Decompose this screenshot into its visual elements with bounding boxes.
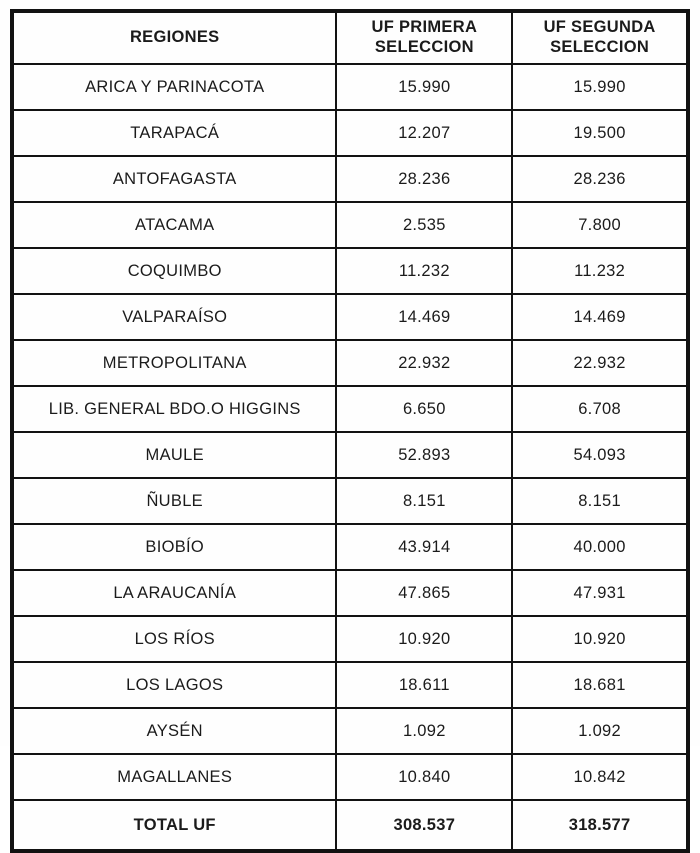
- region-cell: BIOBÍO: [12, 524, 336, 570]
- table-header: [12, 11, 688, 64]
- uf-segunda-cell: 6.708: [512, 386, 688, 432]
- region-cell: MAULE: [12, 432, 336, 478]
- region-cell: MAGALLANES: [12, 754, 336, 800]
- uf-primera-cell: 18.611: [336, 662, 512, 708]
- table-row: [12, 754, 688, 800]
- table-row: [12, 432, 688, 478]
- table-row: [12, 662, 688, 708]
- uf-segunda-cell: 10.842: [512, 754, 688, 800]
- region-cell: COQUIMBO: [12, 248, 336, 294]
- region-cell: ANTOFAGASTA: [12, 156, 336, 202]
- table-row: [12, 340, 688, 386]
- uf-primera-cell: 15.990: [336, 64, 512, 110]
- uf-segunda-cell: 40.000: [512, 524, 688, 570]
- header-uf-primera-seleccion: UF PRIMERA SELECCION: [336, 11, 512, 64]
- region-cell: ARICA Y PARINACOTA: [12, 64, 336, 110]
- header-regiones: REGIONES: [12, 11, 336, 64]
- total-uf-primera-cell: 308.537: [336, 800, 512, 851]
- header-row: [12, 11, 688, 64]
- region-cell: LA ARAUCANÍA: [12, 570, 336, 616]
- uf-primera-cell: 11.232: [336, 248, 512, 294]
- uf-primera-cell: 14.469: [336, 294, 512, 340]
- total-label-cell: TOTAL UF: [12, 800, 336, 851]
- table-row: [12, 524, 688, 570]
- uf-primera-cell: 6.650: [336, 386, 512, 432]
- total-uf-segunda-cell: 318.577: [512, 800, 688, 851]
- region-cell: AYSÉN: [12, 708, 336, 754]
- uf-primera-cell: 1.092: [336, 708, 512, 754]
- table-row: [12, 708, 688, 754]
- header-uf-segunda-seleccion: UF SEGUNDA SELECCION: [512, 11, 688, 64]
- total-row: [12, 800, 688, 851]
- uf-segunda-cell: 15.990: [512, 64, 688, 110]
- region-cell: METROPOLITANA: [12, 340, 336, 386]
- uf-primera-cell: 10.920: [336, 616, 512, 662]
- uf-segunda-cell: 47.931: [512, 570, 688, 616]
- table-row: [12, 294, 688, 340]
- table-row: [12, 248, 688, 294]
- table-footer: [12, 800, 688, 851]
- table-row: [12, 64, 688, 110]
- uf-segunda-cell: 10.920: [512, 616, 688, 662]
- table-row: [12, 570, 688, 616]
- uf-segunda-cell: 7.800: [512, 202, 688, 248]
- uf-segunda-cell: 1.092: [512, 708, 688, 754]
- uf-primera-cell: 8.151: [336, 478, 512, 524]
- table-row: [12, 616, 688, 662]
- table-row: [12, 478, 688, 524]
- uf-segunda-cell: 19.500: [512, 110, 688, 156]
- region-cell: LIB. GENERAL BDO.O HIGGINS: [12, 386, 336, 432]
- table-body: [12, 64, 688, 800]
- uf-segunda-cell: 54.093: [512, 432, 688, 478]
- table-row: [12, 386, 688, 432]
- uf-primera-cell: 10.840: [336, 754, 512, 800]
- uf-primera-cell: 52.893: [336, 432, 512, 478]
- region-cell: VALPARAÍSO: [12, 294, 336, 340]
- uf-segunda-cell: 11.232: [512, 248, 688, 294]
- uf-primera-cell: 22.932: [336, 340, 512, 386]
- uf-primera-cell: 12.207: [336, 110, 512, 156]
- uf-primera-cell: 47.865: [336, 570, 512, 616]
- uf-primera-cell: 2.535: [336, 202, 512, 248]
- region-cell: ÑUBLE: [12, 478, 336, 524]
- uf-primera-cell: 43.914: [336, 524, 512, 570]
- uf-segunda-cell: 18.681: [512, 662, 688, 708]
- uf-regions-table: [10, 9, 690, 853]
- region-cell: ATACAMA: [12, 202, 336, 248]
- uf-primera-cell: 28.236: [336, 156, 512, 202]
- region-cell: LOS LAGOS: [12, 662, 336, 708]
- table-row: [12, 202, 688, 248]
- uf-segunda-cell: 22.932: [512, 340, 688, 386]
- table-row: [12, 110, 688, 156]
- uf-segunda-cell: 14.469: [512, 294, 688, 340]
- table-row: [12, 156, 688, 202]
- uf-segunda-cell: 8.151: [512, 478, 688, 524]
- region-cell: LOS RÍOS: [12, 616, 336, 662]
- uf-segunda-cell: 28.236: [512, 156, 688, 202]
- region-cell: TARAPACÁ: [12, 110, 336, 156]
